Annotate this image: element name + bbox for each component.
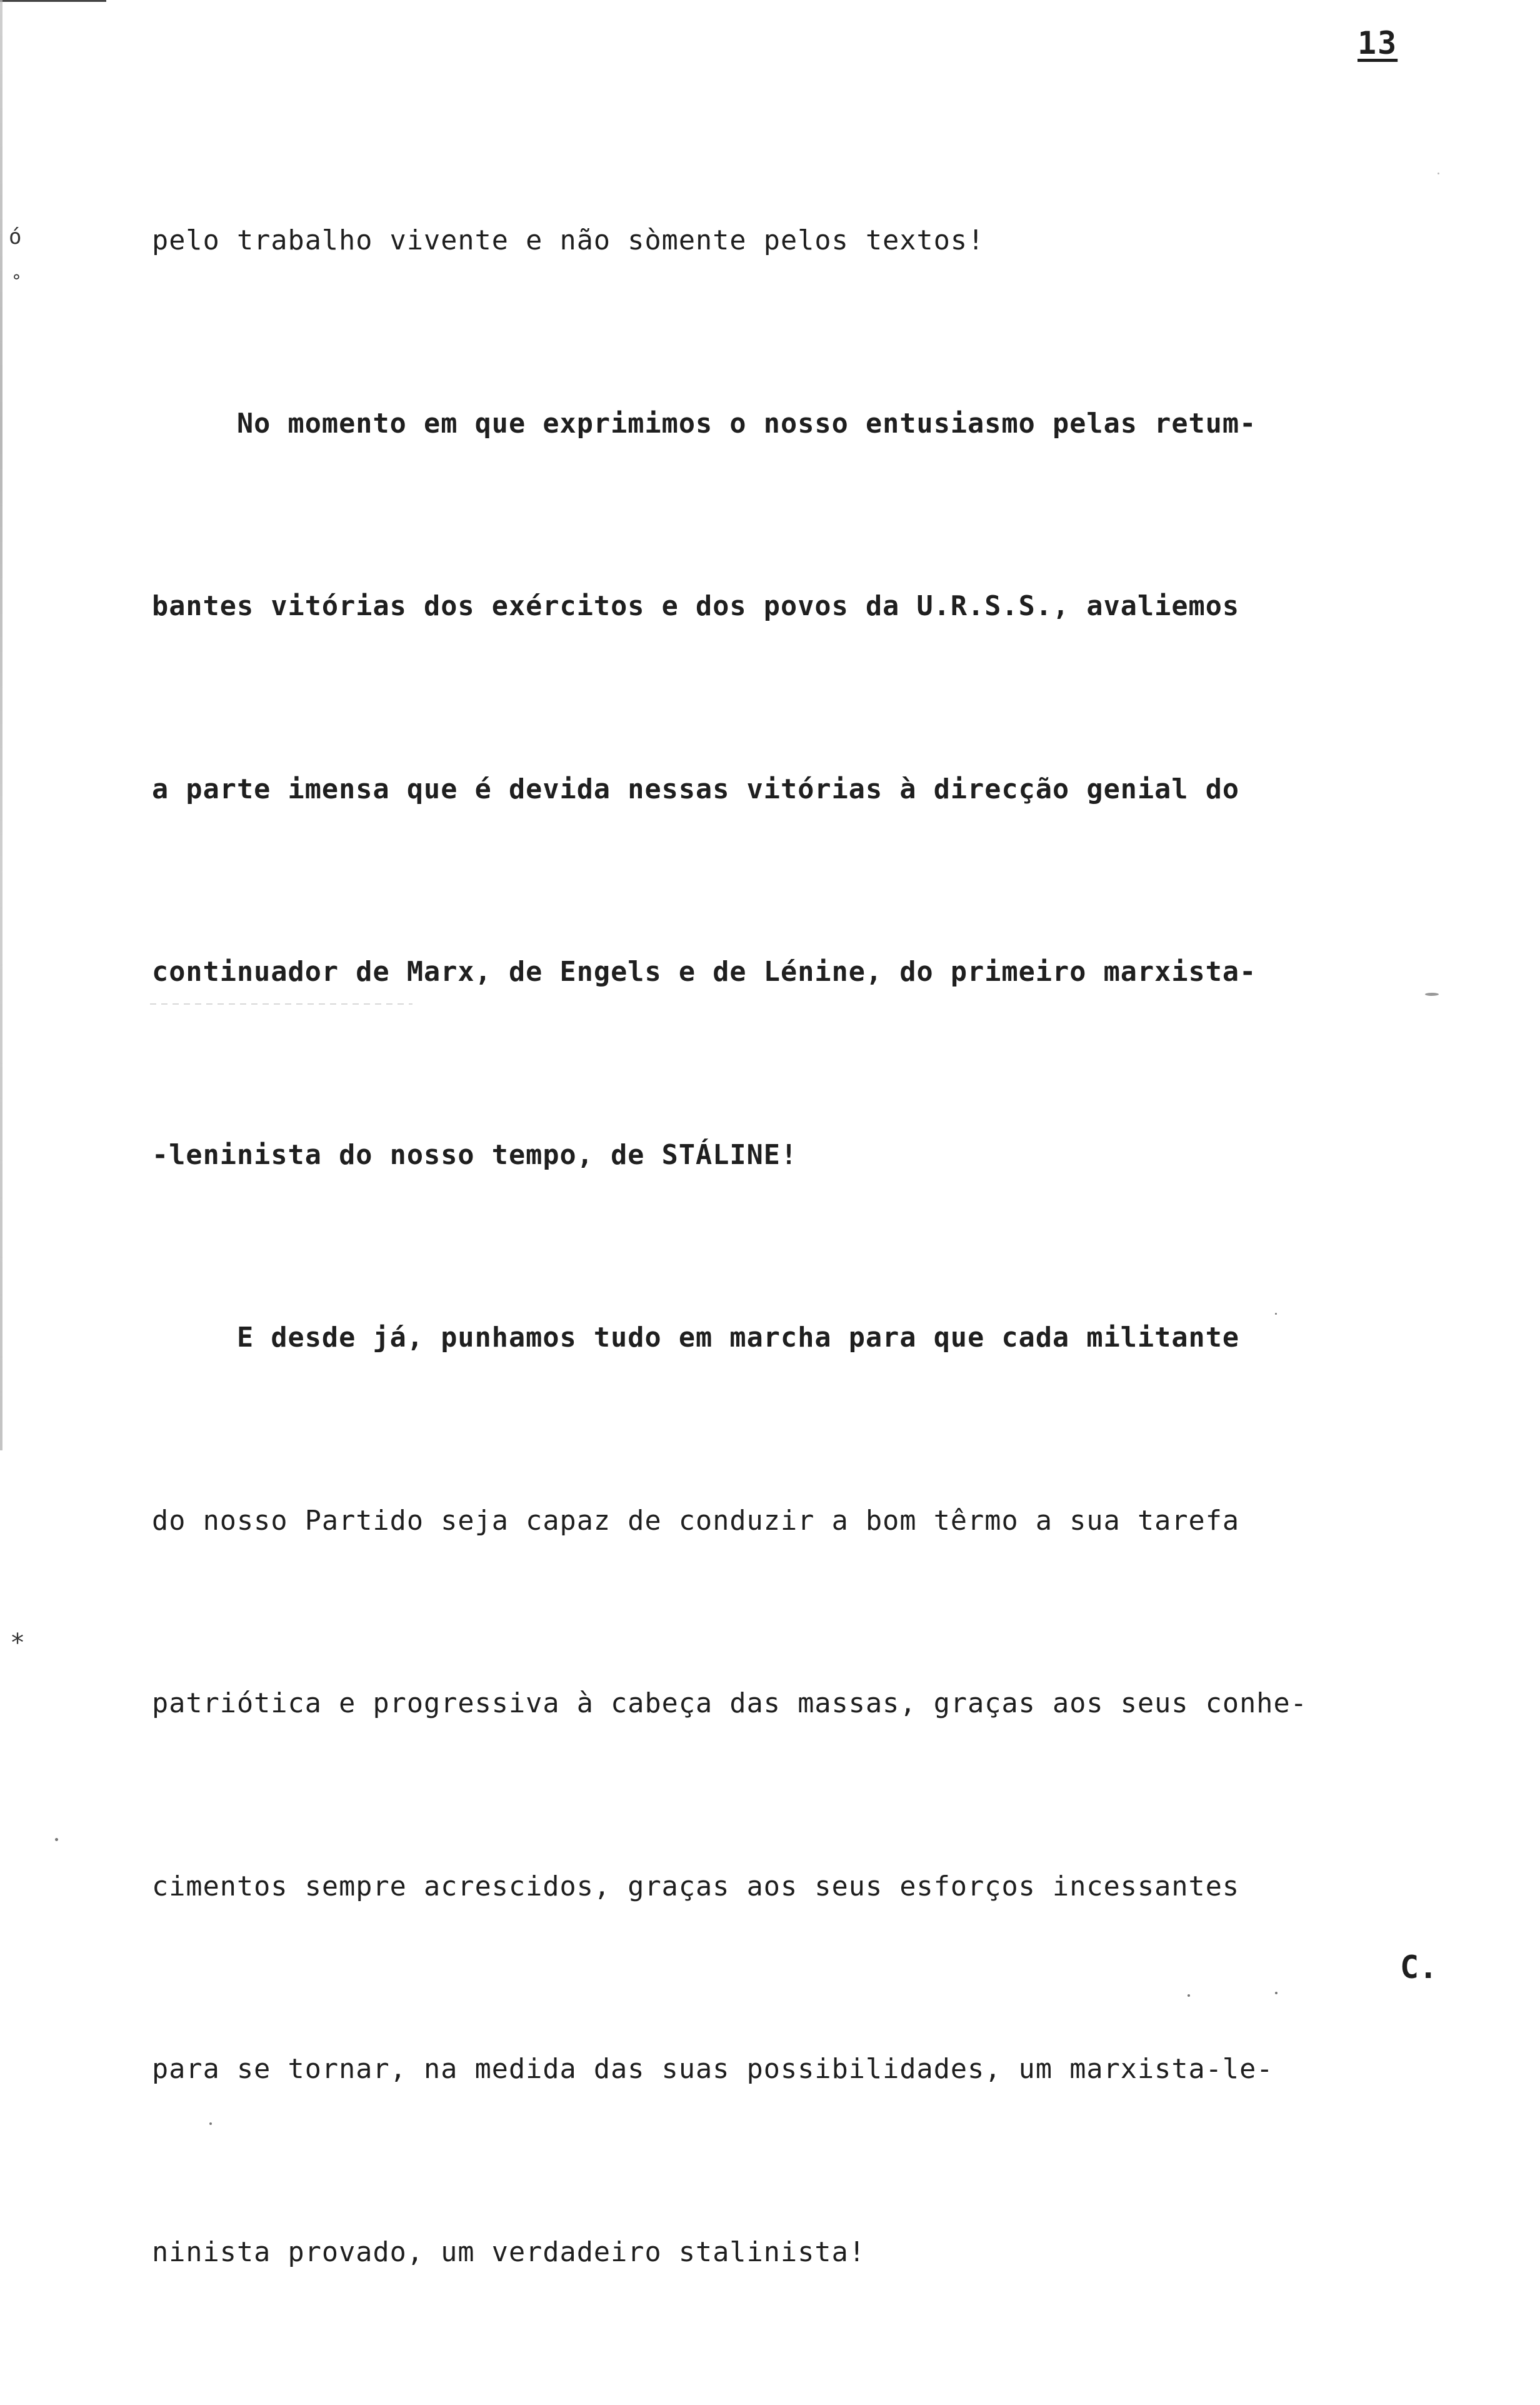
scan-speck xyxy=(209,2122,212,2125)
scan-left-edge xyxy=(0,0,2,1450)
text-line: ninista provado, um verdadeiro stalinista! xyxy=(152,2236,866,2268)
margin-mark: ó xyxy=(9,224,22,249)
scan-speck xyxy=(1438,173,1439,174)
scan-speck xyxy=(1188,1994,1190,1997)
text-line: E desde já, punhamos tudo em marcha para que cada militante xyxy=(152,1322,1240,1353)
text-line: cimentos sempre acrescidos, graças aos seus esforços incessantes xyxy=(152,1870,1240,1902)
text-line: No momento em que exprimimos o nosso entusiasmo pelas retum- xyxy=(152,408,1257,439)
faint-scan-line xyxy=(150,1003,412,1005)
text-line: a parte imensa que é devida nessas vitórias à direcção genial do xyxy=(152,773,1240,805)
scan-top-rule xyxy=(0,0,106,2)
margin-mark: ∗ xyxy=(10,1624,26,1652)
text-line: pelo trabalho vivente e não sòmente pelos textos! xyxy=(152,225,985,256)
margin-mark: ° xyxy=(11,271,22,291)
text-line: bantes vitórias dos exércitos e dos povos da U.R.S.S., avaliemos xyxy=(152,591,1240,622)
text-line: -leninista do nosso tempo, de STÁLINE! xyxy=(152,1139,798,1171)
scan-speck xyxy=(1275,1992,1278,1994)
text-line: continuador de Marx, de Engels e de Lénine, do primeiro marxista- xyxy=(152,956,1257,988)
text-line: para se tornar, na medida das suas possibilidades, um marxista-le- xyxy=(152,2054,1274,2085)
footer-mark: C. xyxy=(1400,1949,1438,1986)
document-body xyxy=(152,89,1464,2405)
page-number: 13 xyxy=(1358,25,1398,61)
text-line: patriótica e progressiva à cabeça das massas, graças aos seus conhe- xyxy=(152,1688,1308,1719)
scan-speck xyxy=(1425,993,1439,996)
scan-speck xyxy=(55,1838,58,1841)
scan-speck xyxy=(1275,1313,1277,1315)
text-line: do nosso Partido seja capaz de conduzir a bom têrmo a sua tarefa xyxy=(152,1505,1240,1537)
